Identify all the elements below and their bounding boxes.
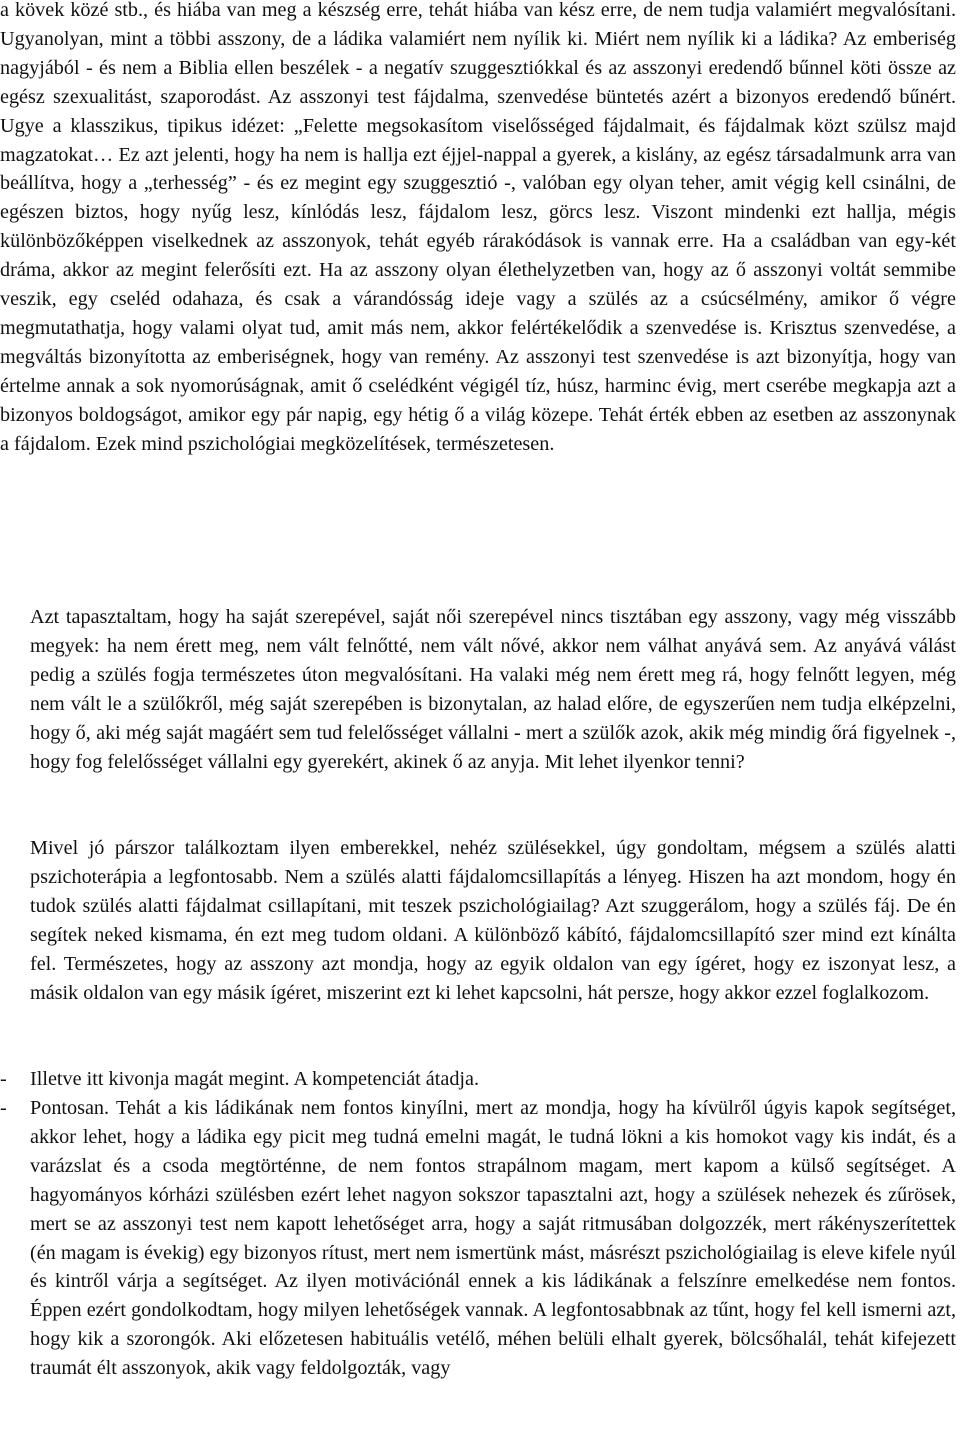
dash-marker: - <box>0 1097 7 1119</box>
dialogue-item-2 <box>0 1094 956 1383</box>
paragraph-2-block <box>30 603 956 776</box>
paragraph-3: Mivel jó párszor találkoztam ilyen emberekkel, nehéz szülésekkel, úgy gondoltam, mégsem a szülés alatti pszichoterápia a legfontosabb. Nem a szülés alatti fájdalomcsillapítás a lényeg. Hiszen ha azt mondom, hogy én tudok szülés alatti fájdalmat csillapítani, mit teszek pszichológiailag? Azt szuggerálom, hogy a szülés fáj. De én segítek neked kismama, én ezt meg tudom oldani. A különböző kábító, fájdalomcsillapító szer mind ezt kínálta fel. Természetes, hogy az asszony azt mondja, hogy az egyik oldalon van egy ígéret, hogy ez iszonyat lesz, a másik oldalon van egy másik ígéret, miszerint ezt ki lehet kapcsolni, hát persze, hogy akkor ezzel foglalkozom. <box>30 837 956 1004</box>
paragraph-1: a kövek közé stb., és hiába van meg a készség erre, tehát hiába van kész erre, de nem tudja valamiért megvalósítani. Ugyanolyan, mint a többi asszony, de a ládika valamiért nem nyílik ki. Miért nem nyílik ki a ládika? Az emberiség nagyjából - és nem a Biblia ellen beszélek - a negatív szuggesztiókkal és az asszonyi eredendő bűnnel köti össze az egész szexualitást, szaporodást. Az asszonyi test fájdalma, szenvedése büntetés azért a bizonyos eredendő bűnért. Ugye a klasszikus, tipikus idézet: „Felette megsokasítom viselősséged fájdalmait, és fájdalmak közt szülsz majd magzatokat… Ez azt jelenti, hogy ha nem is hallja ezt éjjel-nappal a gyerek, a kislány, az egész társadalmunk arra van beállítva, hogy a „terhesség” - és ez megint egy szuggesztió -, valóban egy olyan teher, amit végig kell csinálni, de egészen biztos, hogy nyűg lesz, kínlódás lesz, fájdalom lesz, görcs lesz. Viszont mindenki ezt hallja, mégis különbözőképpen viselkednek az asszonyok, tehát egyéb rárakódások is vannak erre. Ha a családban van egy-két dráma, akkor az megint felerősíti ezt. Ha az asszony olyan élethelyzetben van, hogy az ő asszonyi voltát semmibe veszik, egy cseléd odahaza, és csak a várandósság ideje vagy a szülés az a csúcsélmény, amikor ő végre megmutathatja, hogy valami olyat tud, amit más nem, akkor felértékelődik a szenvedése is. Krisztus szenvedése, a megváltás bizonyította az emberiségnek, hogy van remény. Az asszonyi test szenvedése is azt bizonyítja, hogy van értelme annak a sok nyomorúságnak, amit ő cselédként végigél tíz, húsz, harminc évig, mert cserébe megkapja azt a bizonyos boldogságot, amikor egy pár napig, egy hétig ő a világ közepe. Tehát érték ebben az esetben az asszonynak a fájdalom. Ezek mind pszichológiai megközelítések, természetesen. <box>0 0 956 455</box>
paragraph-2: Azt tapasztaltam, hogy ha saját szerepével, saját női szerepével nincs tisztában egy asszony, vagy még visszább megyek: ha nem érett meg, nem vált felnőtté, nem vált nővé, akkor nem válhat anyává sem. Az anyává válást pedig a szülés fogja természetes úton megvalósítani. Ha valaki még nem érett meg rá, hogy felnőtt legyen, még nem vált le a szülőkről, még saját szerepében is bizonytalan, az halad előre, de egyszerűen nem tudja elképzelni, hogy ő, aki még saját magáért sem tud felelősséget vállalni - mert a szülők azok, akik még mindig őrá figyelnek -, hogy fog felelősséget vállalni egy gyerekért, akinek ő az anyja. Mit lehet ilyenkor tenni? <box>30 606 956 773</box>
paragraph-3-block <box>30 834 956 1007</box>
dash-marker: - <box>0 1068 7 1090</box>
dialogue-text-2: Pontosan. Tehát a kis ládikának nem fontos kinyílni, mert az mondja, hogy ha kívülről úgyis kapok segítséget, akkor lehet, hogy a ládika egy picit meg tudná emelni magát, le tudná lökni a kis homokot vagy kis indát, és a varázslat és a csoda megtörténne, de nem fontos strapálnom magam, mert kapom a külső segítséget. A hagyományos kórházi szülésben ezért lehet nagyon sokszor tapasztalni azt, hogy a szülések nehezek és zűrösek, mert se az asszonyi test nem kapott lehetőséget arra, hogy a saját ritmusában dolgozzék, mert rákényszerítettek (én magam is évekig) egy bizonyos rítust, mert nem ismertünk mást, másrészt pszichológiailag is eleve kifele nyúl és kintről várja a segítséget. Az ilyen motivációnál ennek a kis ládikának a felszínre emelkedése nem fontos. Éppen ezért gondolkodtam, hogy milyen lehetőségek vannak. A legfontosabbnak az tűnt, hogy fel kell ismerni azt, hogy kik a szorongók. Aki előzetesen habituális vetélő, méhen belüli elhalt gyerek, bölcsőhalál, tehát kifejezett traumát élt asszonyok, akik vagy feldolgozták, vagy <box>30 1097 956 1380</box>
dialogue-item-1 <box>0 1065 956 1094</box>
dialogue-text-1: Illetve itt kivonja magát megint. A kompetenciát átadja. <box>30 1068 480 1090</box>
